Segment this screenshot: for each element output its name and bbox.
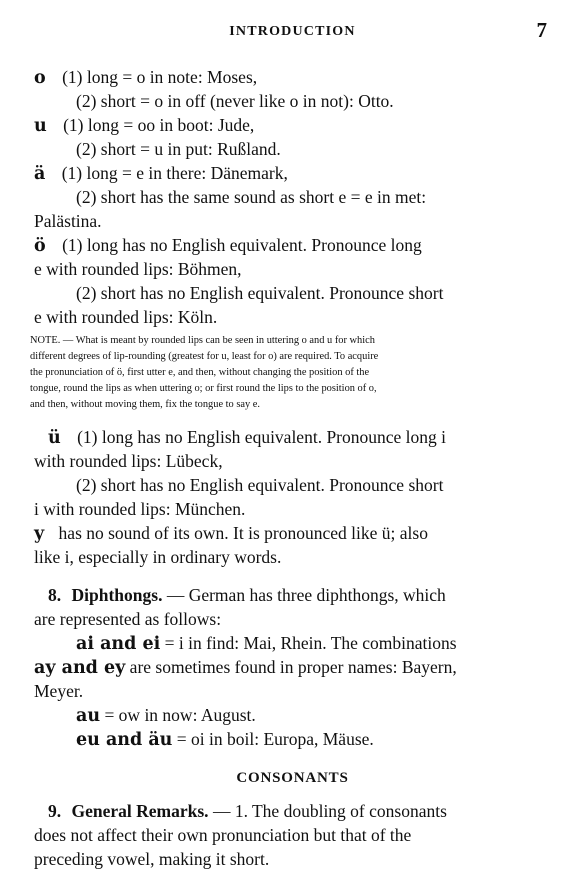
note-line-2: different degrees of lip-rounding (greatest for u, least for o) are required. To acquire: [30, 351, 379, 362]
letter-y-text: has no sound of its own. It is pronounced like ü; also: [58, 523, 428, 543]
vowel-o-umlaut-long: [34, 234, 422, 257]
letter-o-umlaut: ö: [34, 236, 46, 256]
letter-y: y: [34, 524, 45, 544]
vowel-o-long-text: (1) long = o in note: Moses,: [62, 67, 258, 87]
vowel-u-umlaut-long-cont: with rounded lips: Lübeck,: [34, 451, 223, 471]
vowel-a-umlaut-short: (2) short has the same sound as short e = e in met:: [76, 187, 427, 207]
vowel-o-long: [34, 66, 257, 89]
letter-y-cont: like i, especially in ordinary words.: [34, 547, 282, 567]
vowel-u-short: (2) short = u in put: Rußland.: [76, 139, 281, 159]
letter-a-umlaut: ä: [34, 164, 46, 184]
diphthongs-section: [48, 584, 446, 606]
diphthong-ai: [76, 632, 457, 655]
vowel-o-umlaut-long-cont: e with rounded lips: Böhmen,: [34, 259, 242, 279]
note-line-5: and then, without moving them, fix the tongue to say e.: [30, 399, 260, 410]
vowel-a-umlaut-long: [34, 162, 288, 185]
letter-u-umlaut: ü: [48, 428, 61, 448]
diphthong-ay: [34, 656, 457, 679]
note-line-1: NOTE. — What is meant by rounded lips can be seen in uttering o and u for which: [30, 335, 375, 346]
vowel-oe-long-text: (1) long has no English equivalent. Pronounce long: [62, 235, 422, 255]
vowel-u-long-text: (1) long = oo in boot: Jude,: [63, 115, 255, 135]
vowel-u-umlaut-long: [48, 426, 446, 449]
vowel-u-umlaut-short-cont: i with rounded lips: München.: [34, 499, 246, 519]
diphthongs-intro-cont: are represented as follows:: [34, 609, 222, 629]
diphthongs-intro: — German has three diphthongs, which: [162, 585, 446, 605]
general-remarks-line-2: does not affect their own pronunciation but that of the: [34, 825, 412, 845]
vowel-u-umlaut-short: (2) short has no English equivalent. Pronounce short: [76, 475, 444, 495]
letter-u: u: [34, 116, 47, 136]
diphthong-ai-text: = i in find: Mai, Rhein. The combinations: [160, 633, 457, 653]
diphthong-ay-text: are sometimes found in proper names: Bayern,: [125, 657, 457, 677]
diphthong-ay-letters: ay and ey: [34, 658, 126, 678]
section-number-8: 8.: [48, 585, 62, 605]
note-line-3: the pronunciation of ö, first utter e, and then, without changing the position of the: [30, 367, 370, 378]
general-remarks-line-1: — 1. The doubling of consonants: [208, 801, 447, 821]
consonants-heading: CONSONANTS: [236, 770, 349, 786]
diphthong-eu-letters: eu and äu: [76, 730, 173, 750]
vowel-o-short: (2) short = o in off (never like o in not): Otto.: [76, 91, 394, 111]
general-remarks-line-3: preceding vowel, making it short.: [34, 849, 270, 869]
letter-o: o: [34, 68, 46, 88]
general-remarks-section: [48, 800, 447, 822]
note-line-4: tongue, round the lips as when uttering o; or first round the lips to the position of o,: [30, 383, 377, 394]
letter-y-entry: [34, 522, 428, 545]
diphthong-eu-text: = oi in boil: Europa, Mäuse.: [172, 729, 374, 749]
vowel-a-umlaut-short-cont: Palästina.: [34, 211, 102, 231]
general-remarks-title: General Remarks.: [71, 801, 209, 821]
running-header: INTRODUCTION: [229, 24, 356, 39]
vowel-ue-long-text: (1) long has no English equivalent. Pronounce long i: [77, 427, 447, 447]
vowel-u-long: [34, 114, 254, 137]
diphthong-ai-letters: ai and ei: [76, 634, 161, 654]
section-number-9: 9.: [48, 801, 62, 821]
vowel-o-umlaut-short: (2) short has no English equivalent. Pronounce short: [76, 283, 444, 303]
diphthongs-title: Diphthongs.: [71, 585, 163, 605]
vowel-o-umlaut-short-cont: e with rounded lips: Köln.: [34, 307, 218, 327]
page-number: 7: [536, 18, 547, 42]
diphthong-eu: [76, 728, 374, 751]
diphthong-au: [76, 704, 256, 727]
vowel-a-long-text: (1) long = e in there: Dänemark,: [61, 163, 288, 183]
diphthong-au-letters: au: [76, 706, 101, 726]
diphthong-au-text: = ow in now: August.: [100, 705, 256, 725]
diphthong-ay-cont: Meyer.: [34, 681, 84, 701]
